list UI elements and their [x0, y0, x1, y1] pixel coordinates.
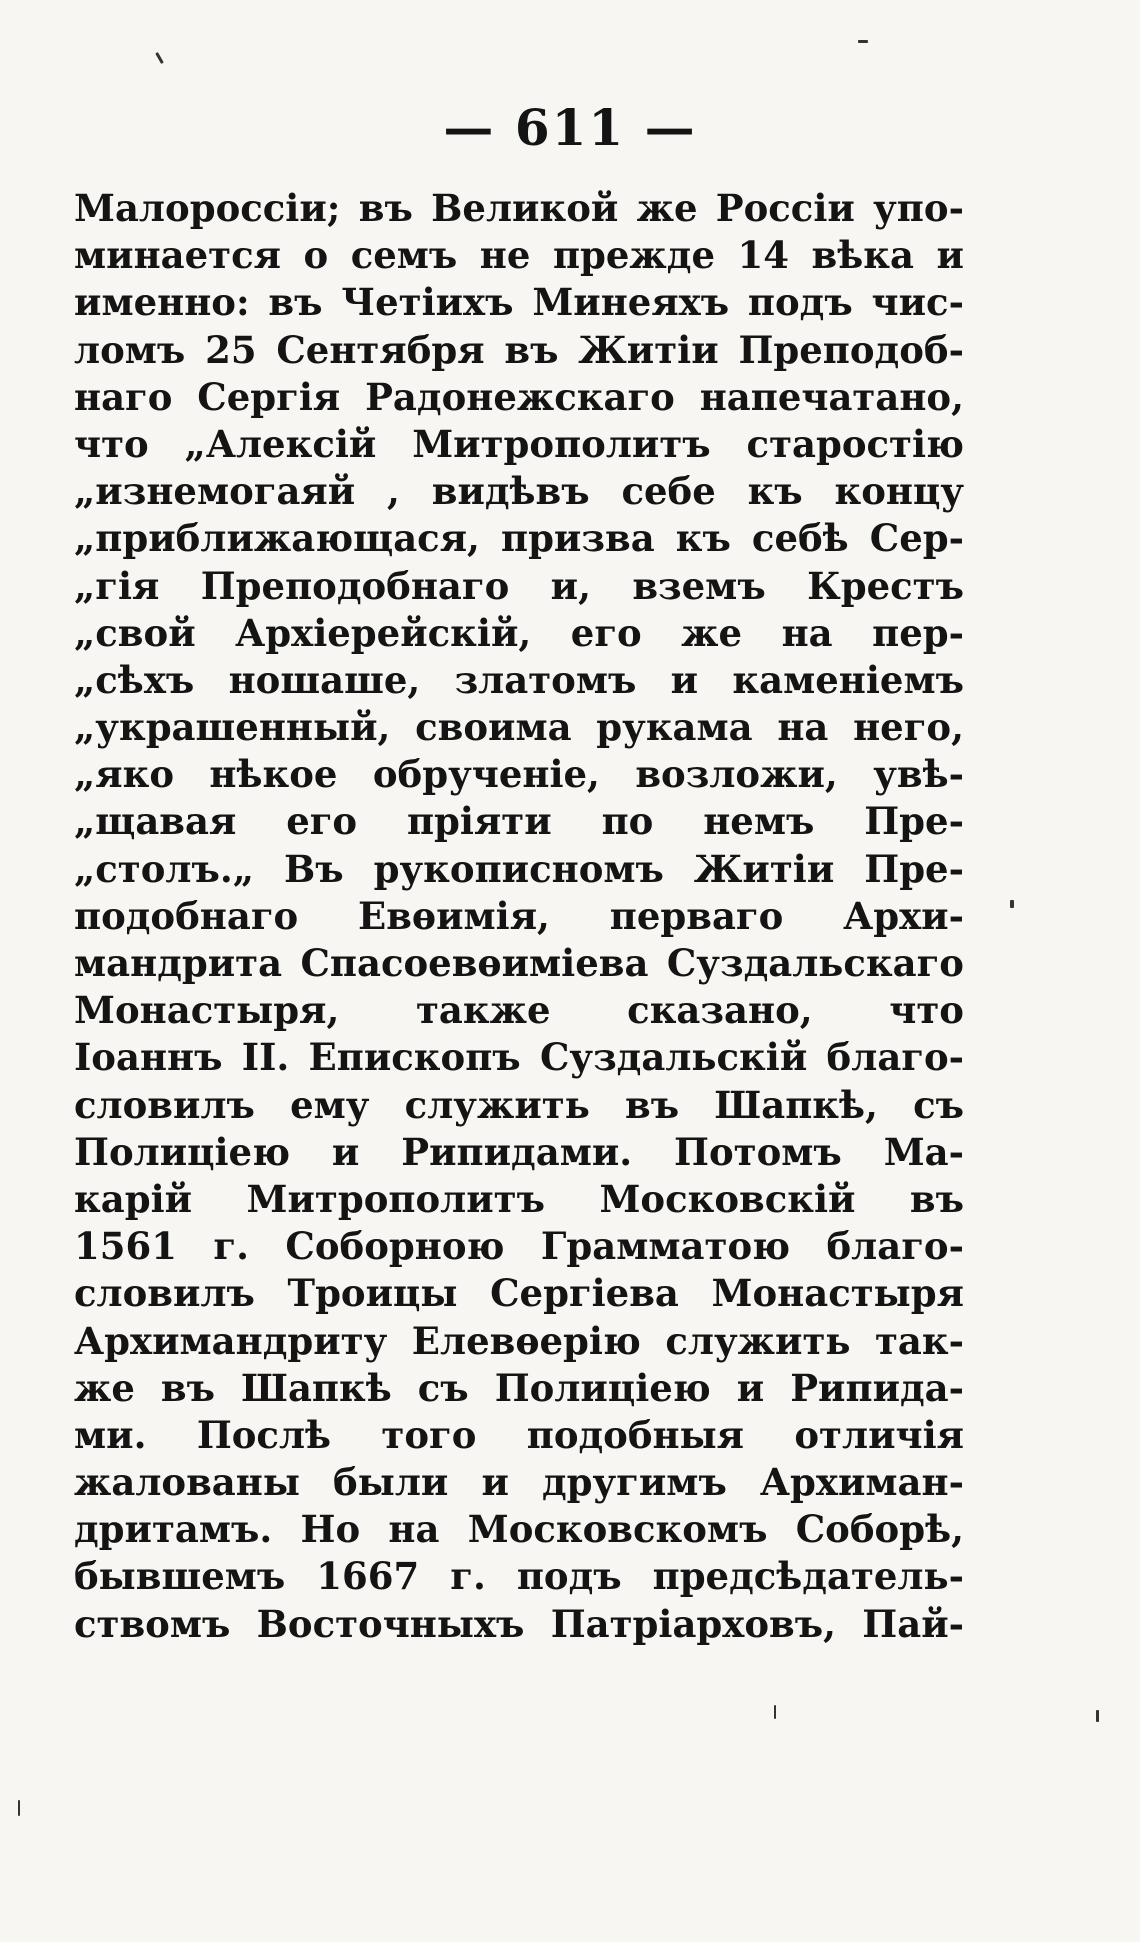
text-line: Полиціею и Рипидами. Потомъ Ма-: [74, 1129, 964, 1174]
scan-speck: [774, 1705, 776, 1719]
body-text: [74, 186, 964, 1649]
text-line: 1561 г. Соборною Грамматою благо-: [74, 1224, 964, 1269]
text-line: дритамъ. Но на Московскомъ Соборѣ,: [74, 1507, 964, 1552]
text-line: что „Алексій Митрополитъ старостію: [74, 421, 964, 466]
text-line: бывшемъ 1667 г. подъ предсѣдатель-: [74, 1554, 964, 1599]
text-line: мандрита Спасоевѳиміева Суздальскаго: [74, 941, 964, 985]
text-line: жалованы были и другимъ Архиман-: [74, 1460, 964, 1505]
text-line: ломъ 25 Сентября въ Житіи Преподоб-: [74, 327, 964, 372]
text-line: Архимандриту Елевѳерію служить так-: [74, 1318, 964, 1363]
scan-speck: [1096, 1710, 1099, 1722]
page-number: — 611 —: [443, 98, 697, 157]
text-line: ми. Послѣ того подобныя отличія: [74, 1412, 964, 1457]
scan-speck: [155, 52, 164, 64]
text-line: ствомъ Восточныхъ Патріарховъ, Пай-: [74, 1601, 964, 1646]
text-line: словилъ Троицы Сергіева Монастыря: [74, 1271, 964, 1316]
text-line: „щавая его пріяти по немъ Пре-: [74, 799, 964, 844]
text-line: Іоаннъ II. Епископъ Суздальскій благо-: [74, 1035, 964, 1080]
scan-speck: [858, 40, 868, 43]
text-line: карій Митрополитъ Московскій въ: [74, 1176, 964, 1221]
text-line: же въ Шапкѣ съ Полиціею и Рипида-: [74, 1365, 964, 1410]
text-line: словилъ ему служить въ Шапкѣ, съ: [74, 1082, 964, 1127]
text-line: именно: въ Четіихъ Минеяхъ подъ чис-: [74, 280, 964, 325]
text-line: „яко нѣкое обрученіе, возложи, увѣ-: [74, 752, 964, 797]
text-line: подобнаго Евѳимія, перваго Архи-: [74, 893, 964, 938]
text-line: „приближающася, призва къ себѣ Сер-: [74, 516, 964, 561]
text-line: „украшенный, своима рукама на него,: [74, 705, 964, 750]
text-line: Малороссіи; въ Великой же Россіи упо-: [74, 186, 964, 230]
text-line: минается о семъ не прежде 14 вѣка и: [74, 233, 964, 278]
text-line: „изнемогаяй , видѣвъ себе къ концу: [74, 469, 964, 514]
scan-speck: [18, 1800, 20, 1816]
text-line: Монастыря, также сказано, что: [74, 988, 964, 1033]
text-line: „сѣхъ ношаше, златомъ и каменіемъ: [74, 657, 964, 702]
scan-speck: [1010, 900, 1014, 908]
text-line: „столъ.„ Въ рукописномъ Житіи Пре-: [74, 846, 964, 891]
text-line: „свой Архіерейскій, его же на пер-: [74, 610, 964, 655]
text-line: наго Сергія Радонежскаго напечатано,: [74, 374, 964, 419]
text-line: „гія Преподобнаго и, вземъ Крестъ: [74, 563, 964, 608]
